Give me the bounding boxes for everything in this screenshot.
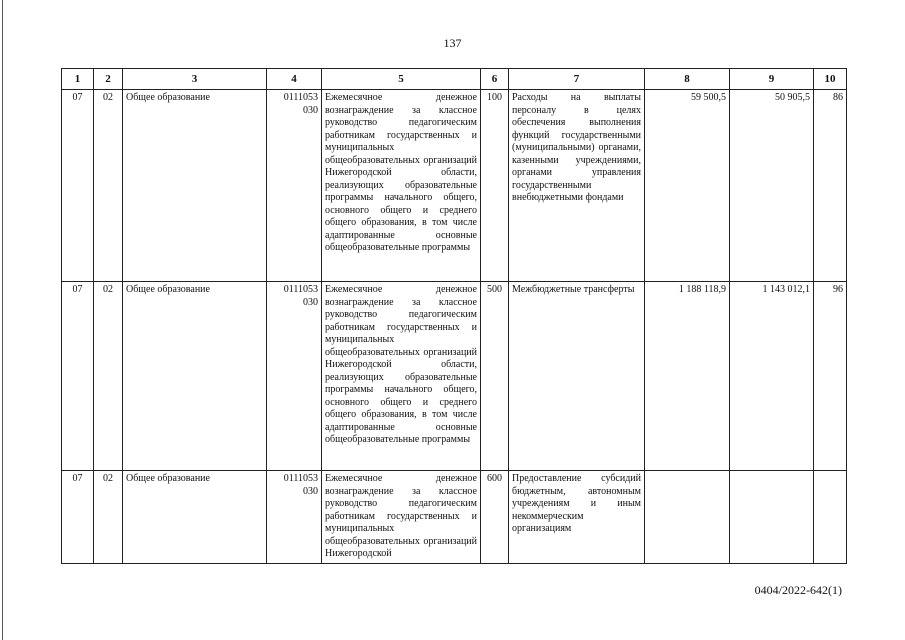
expense-type-code: 500 bbox=[481, 282, 509, 471]
expense-type-code: 100 bbox=[481, 90, 509, 282]
header-col-3: 3 bbox=[123, 69, 267, 90]
target-article-code: 0111053 030 bbox=[267, 471, 322, 564]
header-col-2: 2 bbox=[94, 69, 123, 90]
section-name: Общее образование bbox=[123, 90, 267, 282]
header-col-1: 1 bbox=[62, 69, 94, 90]
table-row bbox=[62, 282, 847, 471]
target-article-code: 0111053 030 bbox=[267, 90, 322, 282]
header-col-6: 6 bbox=[481, 69, 509, 90]
page-edge-line bbox=[2, 0, 3, 640]
section-code: 07 bbox=[62, 471, 94, 564]
header-col-4: 4 bbox=[267, 69, 322, 90]
execution-percent: 96 bbox=[814, 282, 847, 471]
subsection-code: 02 bbox=[94, 90, 123, 282]
expense-type-name: Межбюджетные трансферты bbox=[509, 282, 645, 471]
target-article-name: Ежемесячное денежное вознаграждение за классное руководство педагогическим работникам государственных и муниципальных общеобразовательных организаций Нижегородской bbox=[322, 471, 481, 564]
expense-type-name: Расходы на выплаты персоналу в целях обеспечения выполнения функций государственными (муниципальными) органами, казенными учреждениями, органами управления государственными внебюджетными фондами bbox=[509, 90, 645, 282]
execution-percent: 86 bbox=[814, 90, 847, 282]
section-name: Общее образование bbox=[123, 282, 267, 471]
table-row bbox=[62, 471, 847, 564]
table-header-row bbox=[62, 69, 847, 90]
header-col-9: 9 bbox=[730, 69, 814, 90]
expense-type-name: Предоставление субсидий бюджетным, автономным учреждениям и иным некоммерческим организациям bbox=[509, 471, 645, 564]
header-col-8: 8 bbox=[645, 69, 730, 90]
subsection-code: 02 bbox=[94, 471, 123, 564]
document-code: 0404/2022-642(1) bbox=[754, 583, 842, 597]
amount-executed bbox=[730, 471, 814, 564]
table-row bbox=[62, 90, 847, 282]
target-article-name: Ежемесячное денежное вознаграждение за классное руководство педагогическим работникам государственных и муниципальных общеобразовательных организаций Нижегородской области, реализующих образовательные программы начального общего, основного общего и среднего общего образования, в том числе адаптированные основные общеобразовательные программы bbox=[322, 90, 481, 282]
amount-planned: 1 188 118,9 bbox=[645, 282, 730, 471]
amount-executed: 1 143 012,1 bbox=[730, 282, 814, 471]
budget-table bbox=[61, 68, 847, 564]
expense-type-code: 600 bbox=[481, 471, 509, 564]
amount-planned: 59 500,5 bbox=[645, 90, 730, 282]
target-article-code: 0111053 030 bbox=[267, 282, 322, 471]
header-col-5: 5 bbox=[322, 69, 481, 90]
header-col-10: 10 bbox=[814, 69, 847, 90]
amount-planned bbox=[645, 471, 730, 564]
target-article-name: Ежемесячное денежное вознаграждение за классное руководство педагогическим работникам государственных и муниципальных общеобразовательных организаций Нижегородской области, реализующих образовательные программы начального общего, основного общего и среднего общего образования, в том числе адаптированные основные общеобразовательные программы bbox=[322, 282, 481, 471]
subsection-code: 02 bbox=[94, 282, 123, 471]
execution-percent bbox=[814, 471, 847, 564]
section-code: 07 bbox=[62, 282, 94, 471]
header-col-7: 7 bbox=[509, 69, 645, 90]
section-name: Общее образование bbox=[123, 471, 267, 564]
amount-executed: 50 905,5 bbox=[730, 90, 814, 282]
page-number: 137 bbox=[443, 36, 462, 50]
section-code: 07 bbox=[62, 90, 94, 282]
